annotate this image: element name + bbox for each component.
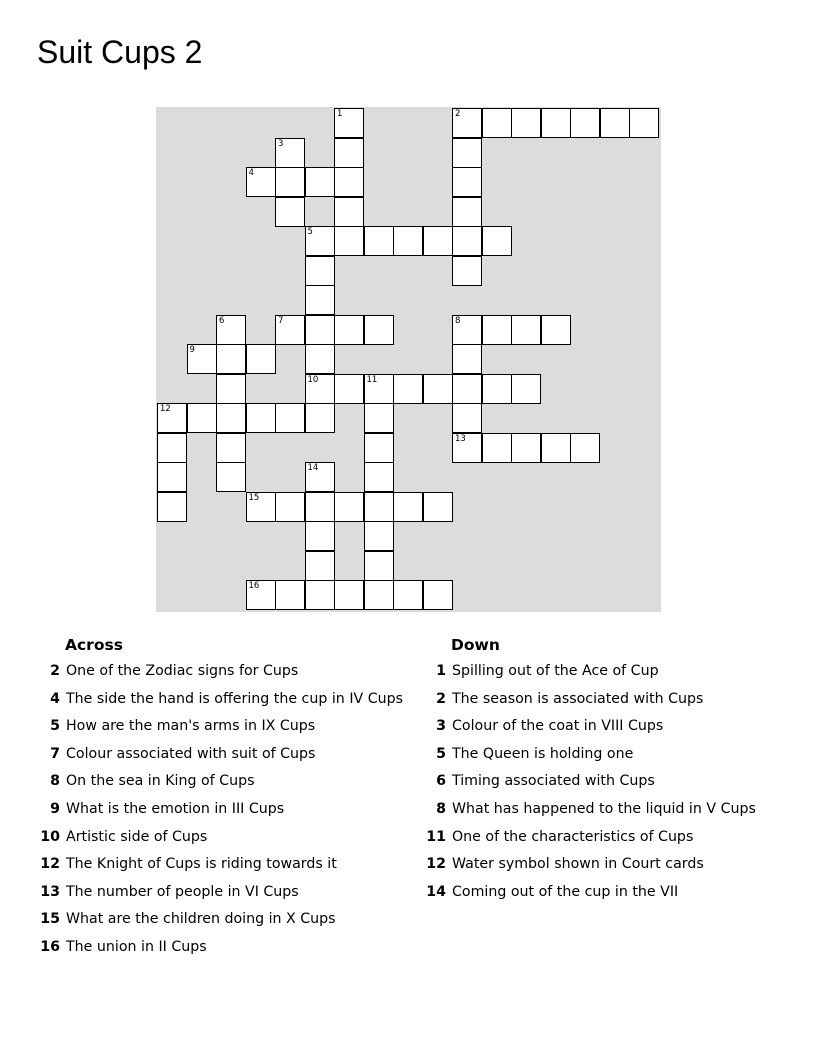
grid-cell[interactable]	[482, 315, 512, 345]
clue-across-12	[36, 856, 416, 884]
clue-number: 16	[40, 938, 60, 955]
clue-number: 11	[426, 828, 446, 845]
grid-cell[interactable]	[305, 521, 335, 551]
clue-across-16	[36, 939, 416, 967]
cell-number: 1	[337, 109, 343, 119]
clue-number: 5	[50, 718, 60, 735]
clue-text: Water symbol shown in Court cards	[452, 856, 704, 873]
grid-cell[interactable]	[452, 138, 482, 168]
clue-across-7	[36, 746, 416, 774]
grid-cell[interactable]	[364, 374, 394, 404]
grid-cell[interactable]	[246, 492, 276, 522]
clue-number: 9	[50, 800, 60, 817]
crossword-grid	[156, 107, 661, 612]
grid-cell[interactable]	[334, 226, 364, 256]
clue-number: 6	[436, 773, 446, 790]
down-heading: Down	[451, 636, 500, 654]
clue-text: On the sea in King of Cups	[66, 773, 255, 790]
grid-cell[interactable]	[364, 315, 394, 345]
clue-text: What are the children doing in X Cups	[66, 911, 336, 928]
clue-across-2	[36, 663, 416, 691]
grid-cell[interactable]	[364, 226, 394, 256]
clue-text: One of the characteristics of Cups	[452, 828, 694, 845]
grid-cell[interactable]	[364, 551, 394, 581]
grid-cell[interactable]	[393, 374, 423, 404]
grid-cell[interactable]	[511, 374, 541, 404]
grid-cell[interactable]	[541, 108, 571, 138]
grid-cell[interactable]	[305, 374, 335, 404]
grid-cell[interactable]	[216, 433, 246, 463]
cell-number: 10	[307, 374, 319, 385]
grid-cell[interactable]	[452, 374, 482, 404]
grid-cell[interactable]	[305, 551, 335, 581]
clue-number: 3	[436, 718, 446, 735]
grid-cell[interactable]	[452, 315, 482, 345]
grid-cell[interactable]	[187, 344, 217, 374]
down-clues	[422, 636, 802, 911]
grid-cell[interactable]	[452, 197, 482, 227]
grid-cell[interactable]	[452, 403, 482, 433]
grid-cell[interactable]	[246, 580, 276, 610]
clue-across-9	[36, 801, 416, 829]
grid-cell[interactable]	[275, 403, 305, 433]
grid-cell[interactable]	[452, 226, 482, 256]
grid-cell[interactable]	[334, 138, 364, 168]
grid-cell[interactable]	[452, 256, 482, 286]
clue-text: Spilling out of the Ace of Cup	[452, 663, 659, 679]
clue-text: What is the emotion in III Cups	[66, 800, 285, 817]
grid-cell[interactable]	[511, 433, 541, 463]
clue-across-10	[36, 829, 416, 857]
grid-cell[interactable]	[216, 403, 246, 433]
clue-number: 8	[436, 800, 446, 817]
grid-cell[interactable]	[305, 256, 335, 286]
clue-text: Coming out of the cup in the VII	[452, 883, 679, 900]
clue-across-4	[36, 691, 416, 719]
grid-cell[interactable]	[334, 374, 364, 404]
grid-cell[interactable]	[305, 226, 335, 256]
grid-cell[interactable]	[275, 580, 305, 610]
clue-number: 2	[436, 690, 446, 707]
grid-cell[interactable]	[334, 167, 364, 197]
clue-across-13	[36, 884, 416, 912]
grid-cell[interactable]	[157, 462, 187, 492]
clue-number: 13	[40, 883, 60, 900]
cell-number: 12	[160, 404, 171, 414]
grid-cell[interactable]	[393, 226, 423, 256]
grid-cell[interactable]	[364, 403, 394, 433]
clue-down-14	[422, 884, 802, 912]
clue-number: 5	[436, 745, 446, 762]
clue-across-15	[36, 911, 416, 939]
grid-cell[interactable]	[482, 374, 512, 404]
cell-number: 14	[307, 463, 319, 473]
clue-number: 2	[50, 663, 60, 679]
cell-number: 4	[248, 168, 254, 178]
cell-number: 7	[278, 315, 284, 326]
grid-cell[interactable]	[364, 580, 394, 610]
cell-number: 5	[307, 227, 313, 237]
grid-cell[interactable]	[216, 462, 246, 492]
cell-number: 9	[189, 345, 195, 355]
grid-cell[interactable]	[246, 403, 276, 433]
grid-cell[interactable]	[423, 580, 453, 610]
grid-cell[interactable]	[275, 167, 305, 197]
clue-number: 10	[40, 828, 60, 845]
clue-number: 1	[436, 663, 446, 679]
grid-cell[interactable]	[541, 315, 571, 345]
clue-across-5	[36, 718, 416, 746]
grid-cell[interactable]	[452, 433, 482, 463]
clue-text: Colour of the coat in VIII Cups	[452, 718, 664, 735]
grid-cell[interactable]	[334, 197, 364, 227]
clue-text: Artistic side of Cups	[66, 828, 208, 845]
grid-cell[interactable]	[334, 580, 364, 610]
grid-cell[interactable]	[305, 285, 335, 315]
grid-cell[interactable]	[187, 403, 217, 433]
grid-cell[interactable]	[511, 108, 541, 138]
grid-cell[interactable]	[393, 580, 423, 610]
clue-number: 14	[426, 883, 446, 900]
grid-cell[interactable]	[305, 344, 335, 374]
grid-cell[interactable]	[305, 580, 335, 610]
grid-cell[interactable]	[570, 433, 600, 463]
grid-cell[interactable]	[364, 521, 394, 551]
clue-down-3	[422, 718, 802, 746]
grid-cell[interactable]	[305, 403, 335, 433]
grid-cell[interactable]	[216, 344, 246, 374]
clue-down-8	[422, 801, 802, 829]
grid-cell[interactable]	[246, 344, 276, 374]
clue-down-5	[422, 746, 802, 774]
clue-text: Colour associated with suit of Cups	[66, 745, 316, 762]
clue-number: 8	[50, 773, 60, 790]
clue-number: 12	[426, 856, 446, 873]
grid-cell[interactable]	[305, 167, 335, 197]
grid-cell[interactable]	[216, 315, 246, 345]
grid-cell[interactable]	[570, 108, 600, 138]
grid-cell[interactable]	[334, 492, 364, 522]
page-title: Suit Cups 2	[37, 34, 203, 70]
grid-cell[interactable]	[305, 492, 335, 522]
grid-cell[interactable]	[511, 315, 541, 345]
grid-cell[interactable]	[275, 197, 305, 227]
cell-number: 13	[455, 433, 466, 444]
clue-text: How are the man's arms in IX Cups	[66, 718, 316, 735]
cell-number: 3	[278, 138, 284, 149]
cell-number: 16	[248, 581, 260, 591]
grid-cell[interactable]	[275, 138, 305, 168]
clue-text: The Queen is holding one	[452, 745, 634, 762]
clue-number: 7	[50, 745, 60, 762]
cell-number: 8	[455, 315, 461, 326]
across-heading: Across	[65, 636, 123, 654]
clue-number: 4	[50, 690, 60, 707]
grid-cell[interactable]	[305, 462, 335, 492]
cell-number: 2	[455, 109, 461, 119]
grid-cell[interactable]	[482, 433, 512, 463]
grid-cell[interactable]	[216, 374, 246, 404]
clue-text: The Knight of Cups is riding towards it	[66, 856, 337, 873]
cell-number: 6	[219, 315, 225, 326]
grid-cell[interactable]	[157, 492, 187, 522]
across-clues	[36, 636, 416, 967]
clue-text: The number of people in VI Cups	[66, 883, 299, 900]
grid-cell[interactable]	[364, 492, 394, 522]
clue-down-11	[422, 829, 802, 857]
grid-cell[interactable]	[452, 108, 482, 138]
grid-cell[interactable]	[334, 108, 364, 138]
clue-text: What has happened to the liquid in V Cups	[452, 800, 756, 817]
grid-cell[interactable]	[364, 462, 394, 492]
grid-cell[interactable]	[364, 433, 394, 463]
grid-cell[interactable]	[629, 108, 659, 138]
grid-cell[interactable]	[452, 167, 482, 197]
grid-cell[interactable]	[482, 226, 512, 256]
cell-number: 15	[248, 492, 260, 503]
clue-text: The side the hand is offering the cup in IV Cups	[66, 690, 404, 707]
clue-text: The union in II Cups	[66, 938, 207, 955]
grid-cell[interactable]	[423, 374, 453, 404]
grid-cell[interactable]	[482, 108, 512, 138]
grid-cell[interactable]	[334, 315, 364, 345]
clue-down-1	[422, 663, 802, 691]
clue-text: Timing associated with Cups	[452, 773, 655, 790]
grid-cell[interactable]	[157, 403, 187, 433]
grid-cell[interactable]	[452, 344, 482, 374]
clue-text: The season is associated with Cups	[452, 690, 704, 707]
clue-number: 12	[40, 856, 60, 873]
grid-cell[interactable]	[275, 492, 305, 522]
grid-cell[interactable]	[423, 226, 453, 256]
grid-cell[interactable]	[246, 167, 276, 197]
clue-text: One of the Zodiac signs for Cups	[66, 663, 299, 679]
grid-cell[interactable]	[600, 108, 630, 138]
clue-down-2	[422, 691, 802, 719]
clue-down-12	[422, 856, 802, 884]
grid-cell[interactable]	[275, 315, 305, 345]
grid-cell[interactable]	[305, 315, 335, 345]
clue-across-8	[36, 773, 416, 801]
grid-cell[interactable]	[423, 492, 453, 522]
grid-cell[interactable]	[157, 433, 187, 463]
clue-down-6	[422, 773, 802, 801]
clue-number: 15	[40, 911, 60, 928]
grid-cell[interactable]	[541, 433, 571, 463]
cell-number: 11	[366, 374, 378, 385]
grid-cell[interactable]	[393, 492, 423, 522]
